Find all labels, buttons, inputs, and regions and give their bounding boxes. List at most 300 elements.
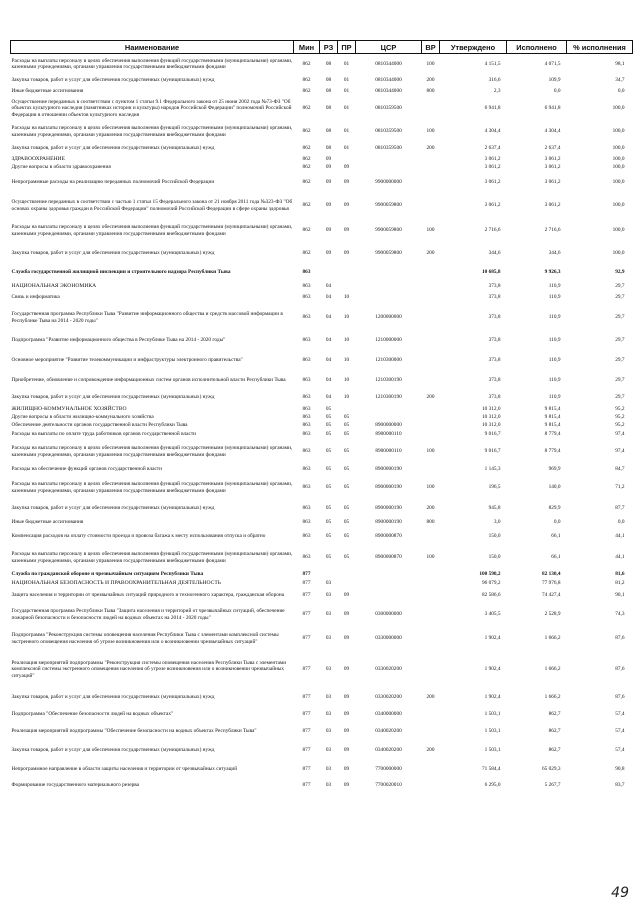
cell-rz: 04 — [325, 357, 332, 364]
cell-csr: 0330020200 — [375, 666, 402, 673]
cell-pr: 09 — [343, 163, 350, 170]
cell-name: Расходы на выплаты персоналу в целях обеспечения выполнения функций государственными (муниципальными) органами, казенными учреждениями, органами управления государственными внебюджетными фондами — [11, 224, 293, 237]
cell-pr: 01 — [343, 88, 350, 95]
cell-approved: 6 295,0 — [484, 782, 501, 789]
cell-approved: 373,8 — [488, 394, 501, 401]
cell-min: 863 — [302, 448, 311, 455]
cell-percent: 92,9 — [615, 269, 625, 276]
cell-percent: 90,8 — [615, 766, 625, 773]
cell-percent: 100,0 — [612, 179, 625, 186]
cell-pr — [338, 156, 356, 163]
cell-vr — [422, 604, 440, 626]
cell-name: Закупка товаров, работ и услуг для обеспечения государственных (муниципальных) нужд — [11, 394, 215, 401]
cell-executed: 3 061,2 — [544, 179, 561, 186]
cell-csr: 7700000000 — [375, 766, 402, 773]
cell-pr: 05 — [343, 533, 350, 540]
cell-executed: 65 029,3 — [541, 766, 561, 773]
col-header-min: Мин — [294, 41, 320, 54]
cell-min: 877 — [302, 666, 311, 673]
table-row — [11, 163, 633, 172]
cell-rz: 03 — [325, 747, 332, 754]
cell-pr: 09 — [343, 711, 350, 718]
cell-vr — [422, 626, 440, 652]
cell-vr: 800 — [426, 519, 435, 526]
cell-pr: 09 — [343, 227, 350, 234]
cell-rz: 09 — [325, 163, 332, 170]
cell-vr — [422, 652, 440, 688]
cell-csr: 1210300190 — [375, 394, 402, 401]
cell-pr: 09 — [343, 202, 350, 209]
col-header-rz: РЗ — [320, 41, 338, 54]
cell-executed: 969,9 — [548, 466, 561, 473]
cell-pr: 09 — [343, 747, 350, 754]
cell-approved: 344,6 — [488, 250, 501, 257]
cell-executed: 3 061,2 — [544, 163, 561, 170]
cell-executed: 9 815,4 — [544, 422, 561, 429]
cell-csr — [356, 414, 422, 422]
cell-csr: 8900000190 — [375, 466, 402, 473]
cell-rz — [320, 264, 338, 282]
cell-name: Другие вопросы в области здравоохранения — [11, 163, 111, 170]
cell-approved: 373,8 — [488, 314, 501, 321]
table-row — [11, 742, 633, 760]
cell-min: 863 — [302, 405, 311, 412]
cell-min: 863 — [302, 431, 311, 438]
cell-approved: 1 503,1 — [484, 747, 501, 754]
col-header-percent: % исполнения — [567, 41, 633, 54]
cell-approved: 3,0 — [493, 519, 501, 526]
cell-name: Компенсация расходов на оплату стоимости проезда и провоза багажа к месту использования отпуска и обратно — [11, 533, 266, 540]
cell-pr: 05 — [343, 448, 350, 455]
table-row — [11, 194, 633, 218]
table-row — [11, 282, 633, 291]
cell-name: Закупка товаров, работ и услуг для обеспечения государственных (муниципальных) нужд — [11, 694, 215, 701]
cell-name: НАЦИОНАЛЬНАЯ ЭКОНОМИКА — [11, 282, 97, 289]
cell-percent: 90,1 — [615, 592, 625, 599]
cell-executed: 1 666,2 — [544, 694, 561, 701]
table-row — [11, 652, 633, 688]
cell-executed: 0,0 — [553, 519, 561, 526]
cell-name: Подпрограмма "Реконструкция системы оповещения населения Республики Тыва с элементами комплексной системы экстренного оповещения населения об угрозе возникновения или о возникновении чрезвычайных ситуаций" — [11, 632, 279, 645]
table-row — [11, 391, 633, 405]
cell-name: Осуществление переданных в соответствии с пунктом 1 статьи 9.1 Федерального закона от 25 июня 2002 года №73-ФЗ "Об объектах культурного наследия (памятниках истории и культуры) народов Российской Федерации" полномочий Российской Федерации в отношении объектов культурного наследия — [11, 99, 292, 118]
cell-approved: 10 312,0 — [481, 422, 501, 429]
cell-csr: 0340020200 — [375, 728, 402, 735]
cell-approved: 316,6 — [488, 77, 501, 84]
cell-csr: 8900000870 — [375, 554, 402, 561]
cell-executed: 110,9 — [548, 294, 561, 301]
cell-min: 862 — [302, 77, 311, 84]
cell-percent: 100,0 — [612, 227, 625, 234]
cell-csr: 0810344000 — [375, 60, 402, 67]
col-header-approved: Утверждено — [440, 41, 507, 54]
cell-rz: 04 — [325, 337, 332, 344]
cell-name: Закупка товаров, работ и услуг для обеспечения государственных (муниципальных) нужд — [11, 145, 215, 152]
cell-rz: 05 — [325, 414, 332, 421]
cell-percent: 95,2 — [615, 405, 625, 412]
cell-rz: 03 — [325, 782, 332, 789]
table-row — [11, 244, 633, 264]
cell-executed: 109,9 — [548, 77, 561, 84]
cell-csr: 1210300000 — [375, 357, 402, 364]
cell-rz: 09 — [325, 179, 332, 186]
table-row — [11, 405, 633, 414]
cell-min: 877 — [302, 747, 311, 754]
cell-min: 862 — [302, 155, 311, 162]
table-row — [11, 546, 633, 570]
col-header-executed: Исполнено — [507, 41, 567, 54]
cell-csr — [356, 588, 422, 604]
cell-executed: 110,9 — [548, 377, 561, 384]
cell-rz: 03 — [325, 711, 332, 718]
cell-min: 877 — [302, 635, 311, 642]
cell-rz: 03 — [325, 728, 332, 735]
cell-vr — [422, 570, 440, 580]
cell-executed: 4 304,4 — [544, 128, 561, 135]
cell-rz: 08 — [325, 128, 332, 135]
cell-approved: 373,8 — [488, 282, 501, 289]
cell-name: ЖИЛИЩНО-КОММУНАЛЬНОЕ ХОЗЯЙСТВО — [11, 405, 127, 412]
cell-percent: 84,7 — [615, 466, 625, 473]
cell-name: Закупка товаров, работ и услуг для обеспечения государственных (муниципальных) нужд — [11, 77, 215, 84]
cell-min: 863 — [302, 484, 311, 491]
cell-min: 862 — [302, 105, 311, 112]
cell-executed: 3 061,2 — [544, 202, 561, 209]
cell-name: Реализация мероприятий подпрограммы "Обеспечение безопасности на водных объектах Республики Тыва" — [11, 728, 257, 735]
cell-pr: 10 — [343, 377, 350, 384]
cell-min: 862 — [302, 60, 311, 67]
cell-percent: 87,7 — [615, 505, 625, 512]
cell-rz: 05 — [325, 505, 332, 512]
cell-csr: 0330000000 — [375, 635, 402, 642]
cell-min: 877 — [302, 592, 311, 599]
table-row — [11, 96, 633, 122]
cell-rz: 05 — [325, 484, 332, 491]
cell-rz — [320, 570, 338, 580]
cell-percent: 34,7 — [615, 77, 625, 84]
cell-pr: 09 — [343, 611, 350, 618]
cell-csr — [356, 156, 422, 163]
cell-vr — [422, 464, 440, 476]
cell-pr: 05 — [343, 519, 350, 526]
cell-executed: 110,9 — [548, 357, 561, 364]
cell-executed: 110,9 — [548, 282, 561, 289]
cell-vr — [422, 291, 440, 305]
cell-name: Основное мероприятие "Развитие телекоммуникации и инфраструктуры электронного правительства" — [11, 357, 243, 364]
cell-approved: 96 079,2 — [481, 580, 501, 587]
cell-rz: 03 — [325, 580, 332, 587]
cell-pr: 01 — [343, 60, 350, 67]
cell-csr: 0810344000 — [375, 77, 402, 84]
cell-min: 877 — [302, 580, 311, 587]
cell-pr: 05 — [343, 466, 350, 473]
cell-min: 863 — [302, 414, 311, 421]
cell-percent: 74,3 — [615, 611, 625, 618]
cell-executed: 66,1 — [551, 554, 561, 561]
table-row — [11, 351, 633, 371]
cell-rz: 09 — [325, 227, 332, 234]
cell-executed: 140,0 — [548, 484, 561, 491]
cell-vr: 200 — [426, 694, 435, 701]
cell-vr: 100 — [426, 227, 435, 234]
cell-percent: 44,1 — [615, 554, 625, 561]
cell-approved: 82 586,6 — [481, 592, 501, 599]
cell-rz: 03 — [325, 635, 332, 642]
cell-pr: 09 — [343, 635, 350, 642]
cell-vr — [422, 588, 440, 604]
cell-rz: 08 — [325, 145, 332, 152]
cell-csr — [356, 405, 422, 414]
cell-pr: 01 — [343, 105, 350, 112]
cell-min: 877 — [302, 782, 311, 789]
cell-csr: 0810344000 — [375, 88, 402, 95]
cell-csr — [356, 163, 422, 172]
cell-min: 863 — [302, 377, 311, 384]
cell-percent: 29,7 — [615, 357, 625, 364]
cell-vr: 200 — [426, 145, 435, 152]
table-row — [11, 464, 633, 476]
cell-approved: 150,0 — [488, 533, 501, 540]
table-row — [11, 580, 633, 588]
cell-vr — [422, 194, 440, 218]
cell-name: Другие вопросы в области жилищно-коммунального хозяйства — [11, 414, 154, 421]
table-row — [11, 570, 633, 580]
cell-csr: 0340000000 — [375, 711, 402, 718]
cell-executed: 829,9 — [548, 505, 561, 512]
cell-executed: 8 779,4 — [544, 448, 561, 455]
cell-name: Реализация мероприятий подпрограммы "Реконструкция системы оповещения населения Республики Тыва с элементами комплексной системы экстренного оповещения населения об угрозе возникновения или о возникновении чрезвычайных ситуаций" — [11, 660, 287, 679]
cell-min: 862 — [302, 163, 311, 170]
cell-approved: 71 584,4 — [481, 766, 501, 773]
cell-csr: 8900000110 — [375, 431, 402, 438]
cell-percent: 87,6 — [615, 694, 625, 701]
cell-percent: 100,0 — [612, 250, 625, 257]
table-row — [11, 500, 633, 518]
cell-executed: 862,7 — [548, 747, 561, 754]
cell-vr: 200 — [426, 77, 435, 84]
table-row — [11, 760, 633, 780]
cell-percent: 29,7 — [615, 282, 625, 289]
cell-vr — [422, 760, 440, 780]
cell-rz: 08 — [325, 60, 332, 67]
table-row — [11, 371, 633, 391]
cell-pr: 09 — [343, 694, 350, 701]
cell-percent: 29,7 — [615, 377, 625, 384]
cell-percent: 57,4 — [615, 728, 625, 735]
cell-vr — [422, 580, 440, 588]
cell-approved: 196,5 — [488, 484, 501, 491]
cell-approved: 1 503,1 — [484, 728, 501, 735]
cell-pr: 09 — [343, 766, 350, 773]
cell-vr — [422, 351, 440, 371]
cell-executed: 8 779,4 — [544, 431, 561, 438]
cell-csr: 1210000000 — [375, 337, 402, 344]
cell-approved: 1 902,4 — [484, 666, 501, 673]
cell-csr: 8900000190 — [375, 505, 402, 512]
cell-rz: 05 — [325, 422, 332, 429]
cell-rz: 09 — [325, 250, 332, 257]
cell-name: Государственная программа Республики Тыва "Развитие информационного общества и средств массовой информации в Республике Тыва на 2014 - 2020 годы" — [11, 311, 283, 324]
cell-pr — [338, 405, 356, 414]
table-row — [11, 604, 633, 626]
page-number: 49 — [611, 885, 629, 901]
cell-percent: 100,0 — [612, 105, 625, 112]
cell-min: 877 — [302, 766, 311, 773]
cell-name: Подпрограмма "Развитие информационного общества в Республике Тыва на 2014 - 2020 годы" — [11, 337, 226, 344]
table-row — [11, 54, 633, 74]
table-row — [11, 74, 633, 88]
cell-name: Осуществление переданных в соответствии с частью 1 статьи 15 Федерального закона от 21 ноября 2011 года №323-ФЗ "Об основах охраны здоровья граждан в Российской Федерации" полномочий Российской Федерации в сфере охраны здоровья — [11, 199, 293, 212]
cell-approved: 2 716,6 — [484, 227, 501, 234]
cell-min: 862 — [302, 145, 311, 152]
cell-vr — [422, 708, 440, 722]
cell-vr: 200 — [426, 747, 435, 754]
cell-percent: 95,2 — [615, 414, 625, 421]
cell-vr: 100 — [426, 554, 435, 561]
cell-percent: 97,4 — [615, 448, 625, 455]
cell-vr — [422, 414, 440, 422]
cell-csr: 0300000000 — [375, 611, 402, 618]
cell-executed: 1 666,2 — [544, 635, 561, 642]
cell-csr — [356, 291, 422, 305]
cell-percent: 97,4 — [615, 431, 625, 438]
cell-rz: 04 — [325, 282, 332, 289]
cell-csr: 1200000000 — [375, 314, 402, 321]
cell-vr: 100 — [426, 484, 435, 491]
cell-vr — [422, 156, 440, 163]
cell-executed: 110,9 — [548, 337, 561, 344]
cell-name: Закупка товаров, работ и услуг для обеспечения государственных (муниципальных) нужд — [11, 747, 215, 754]
cell-csr: 9900059800 — [375, 227, 402, 234]
cell-percent: 29,7 — [615, 394, 625, 401]
cell-vr — [422, 422, 440, 430]
cell-rz: 05 — [325, 466, 332, 473]
cell-name: Государственная программа Республики Тыва "Защита населения и территорий от чрезвычайных ситуаций, обеспечение пожарной безопасности и безопасности людей на водных объектах на 2014 - 2020 годы" — [11, 608, 285, 621]
cell-rz: 04 — [325, 314, 332, 321]
cell-min: 862 — [302, 202, 311, 209]
cell-csr: 9900059800 — [375, 250, 402, 257]
col-header-pr: ПР — [338, 41, 356, 54]
cell-approved: 4 151,5 — [484, 60, 501, 67]
table-row — [11, 440, 633, 464]
budget-table — [10, 40, 633, 792]
cell-csr — [356, 580, 422, 588]
cell-approved: 9 016,7 — [484, 448, 501, 455]
table-header-row — [11, 41, 633, 54]
cell-pr: 01 — [343, 128, 350, 135]
table-row — [11, 331, 633, 351]
cell-pr: 05 — [343, 431, 350, 438]
cell-vr — [422, 371, 440, 391]
col-header-csr: ЦСР — [356, 41, 422, 54]
cell-name: Непрограммные расходы на реализацию переданных полномочий Российской Федерации — [11, 179, 215, 186]
cell-vr: 100 — [426, 60, 435, 67]
cell-csr — [356, 264, 422, 282]
cell-name: Иные бюджетные ассигнования — [11, 88, 84, 95]
table-row — [11, 414, 633, 422]
cell-csr: 8900000190 — [375, 519, 402, 526]
cell-min: 863 — [302, 394, 311, 401]
cell-approved: 3 405,5 — [484, 611, 501, 618]
cell-vr: 100 — [426, 128, 435, 135]
cell-percent: 81,6 — [615, 571, 625, 578]
cell-rz: 09 — [325, 202, 332, 209]
cell-min: 862 — [302, 128, 311, 135]
cell-percent: 81,2 — [615, 580, 625, 587]
cell-csr: 0810359500 — [375, 128, 402, 135]
cell-executed: 77 976,8 — [541, 580, 561, 587]
cell-approved: 1 902,4 — [484, 635, 501, 642]
cell-min: 877 — [302, 711, 311, 718]
cell-min: 862 — [302, 250, 311, 257]
cell-name: Расходы на выплаты персоналу в целях обеспечения выполнения функций государственными (муниципальными) органами, казенными учреждениями, органами управления государственными внебюджетными фондами — [11, 57, 293, 70]
cell-executed: 1 666,2 — [544, 666, 561, 673]
cell-min: 863 — [302, 422, 311, 429]
cell-percent: 100,0 — [612, 128, 625, 135]
cell-executed: 2 528,9 — [544, 611, 561, 618]
cell-csr: 0810359500 — [375, 105, 402, 112]
table-row — [11, 422, 633, 430]
cell-percent: 57,4 — [615, 747, 625, 754]
table-row — [11, 305, 633, 331]
cell-pr: 10 — [343, 294, 350, 301]
cell-executed: 9 815,4 — [544, 414, 561, 421]
col-header-vr: ВР — [422, 41, 440, 54]
cell-pr — [338, 282, 356, 291]
cell-csr: 7700020010 — [375, 782, 402, 789]
cell-percent: 100,0 — [612, 163, 625, 170]
cell-csr: 0330020200 — [375, 694, 402, 701]
cell-csr: 0340020200 — [375, 747, 402, 754]
cell-name: Расходы на выплаты персоналу в целях обеспечения выполнения функций государственными (муниципальными) органами, казенными учреждениями, органами управления государственными внебюджетными фондами — [11, 125, 293, 138]
cell-approved: 6 941,8 — [484, 105, 501, 112]
table-row — [11, 264, 633, 282]
cell-pr: 05 — [343, 554, 350, 561]
cell-pr: 05 — [343, 422, 350, 429]
cell-csr: 8900000110 — [375, 448, 402, 455]
cell-vr — [422, 282, 440, 291]
cell-vr: 100 — [426, 448, 435, 455]
table-row — [11, 122, 633, 142]
cell-percent: 100,0 — [612, 202, 625, 209]
cell-percent: 83,7 — [615, 782, 625, 789]
cell-pr: 10 — [343, 337, 350, 344]
cell-vr: 200 — [426, 394, 435, 401]
cell-pr: 09 — [343, 782, 350, 789]
cell-executed: 862,7 — [548, 728, 561, 735]
cell-pr — [338, 264, 356, 282]
cell-min: 863 — [302, 519, 311, 526]
cell-approved: 373,8 — [488, 357, 501, 364]
cell-executed: 4 071,5 — [544, 60, 561, 67]
cell-percent: 29,7 — [615, 337, 625, 344]
cell-min: 863 — [302, 554, 311, 561]
cell-pr: 05 — [343, 484, 350, 491]
col-header-name: Наименование — [11, 41, 294, 54]
cell-name: Расходы на обеспечение функций органов государственной власти — [11, 466, 162, 473]
cell-approved: 150,0 — [488, 554, 501, 561]
cell-vr — [422, 430, 440, 440]
cell-percent: 44,1 — [615, 533, 625, 540]
cell-min: 863 — [302, 357, 311, 364]
cell-pr — [338, 580, 356, 588]
cell-pr — [338, 570, 356, 580]
cell-approved: 1 503,1 — [484, 711, 501, 718]
cell-percent: 100,0 — [612, 145, 625, 152]
table-row — [11, 156, 633, 163]
cell-percent: 0,0 — [617, 88, 625, 95]
cell-rz: 03 — [325, 611, 332, 618]
